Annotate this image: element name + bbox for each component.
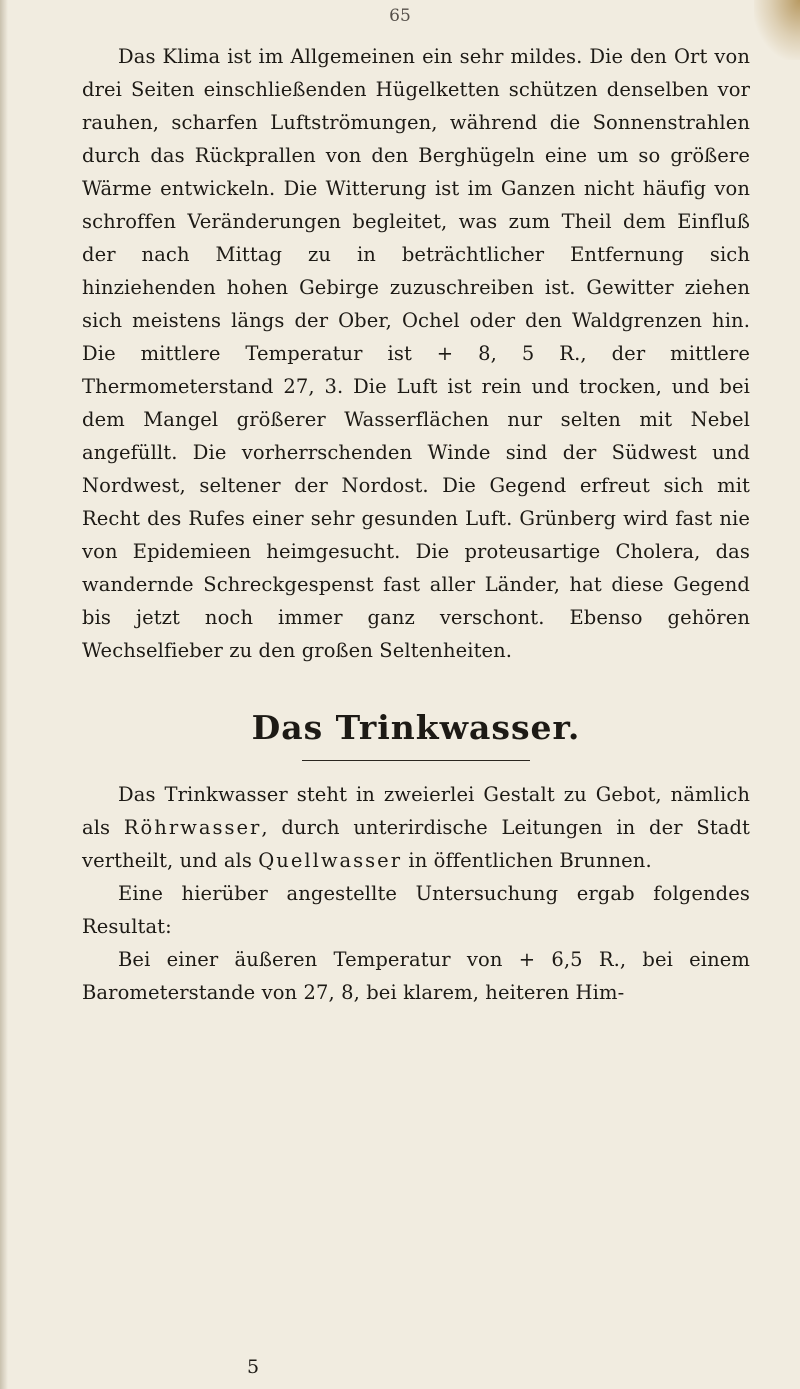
drinking-water-paragraph: [82, 778, 750, 877]
page-number: 65: [389, 6, 411, 26]
investigation-paragraph: Eine hierüber angestellte Untersuchung ergab folgendes Resultat:: [82, 882, 750, 938]
text-run: , durch unterirdische Leitungen in der Stadt vertheilt, und als: [82, 816, 750, 872]
text-run: in öffentlichen Brunnen.: [402, 849, 652, 872]
signature-mark: 5: [247, 1356, 260, 1378]
section-heading: Das Trinkwasser.: [251, 708, 581, 747]
term-roehrwasser: Röhrwasser: [123, 816, 262, 839]
page-edge-shadow: [0, 0, 8, 1389]
page-body: [82, 40, 750, 1009]
measurement-paragraph: Bei einer äußeren Temperatur von + 6,5 R., bei einem Barometerstande von 27, 8, bei klarem, heiteren Him-: [82, 948, 750, 1004]
climate-paragraph: Das Klima ist im Allgemeinen ein sehr mildes. Die den Ort von drei Seiten einschließenden Hügelketten schützen denselben vor rauhen, scharfen Luftströmungen, während die Sonnenstrahlen durch das Rückprallen von den Berghügeln eine um so größere Wärme entwickeln. Die Witterung ist im Ganzen nicht häufig von schroffen Veränderungen begleitet, was zum Theil dem Einfluß der nach Mittag zu in beträchtlicher Entfernung sich hinziehenden hohen Gebirge zuzuschreiben ist. Gewitter ziehen sich meistens längs der Ober, Ochel oder den Waldgrenzen hin. Die mittlere Temperatur ist + 8, 5 R., der mittlere Thermometerstand 27, 3. Die Luft ist rein und trocken, und bei dem Mangel größerer Wasserflächen nur selten mit Nebel angefüllt. Die vorherrschenden Winde sind der Südwest und Nordwest, seltener der Nordost. Die Gegend erfreut sich mit Recht des Rufes einer sehr gesunden Luft. Grünberg wird fast nie von Epidemieen heimgesucht. Die proteusartige Cholera, das wandernde Schreckgespenst fast aller Länder, hat diese Gegend bis jetzt noch immer ganz verschont. Ebenso gehören Wechselfieber zu den großen Seltenheiten.: [82, 45, 750, 662]
heading-divider: [302, 760, 530, 761]
text-run: Das Trinkwasser steht in zweierlei Gestalt zu Gebot, nämlich als: [82, 783, 750, 839]
term-quellwasser: Quellwasser: [258, 849, 403, 872]
